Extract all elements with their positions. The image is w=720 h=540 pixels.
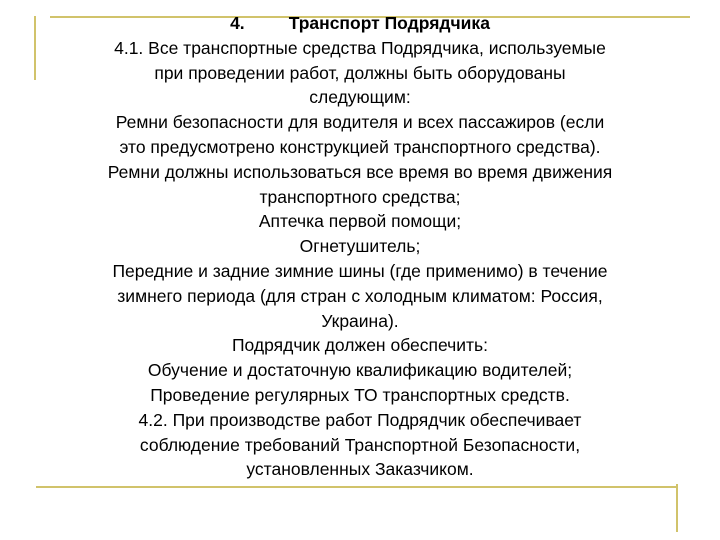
text-line: при проведении работ, должны быть оборудованы — [154, 62, 566, 83]
section-title: Транспорт Подрядчика — [288, 13, 490, 33]
text-line: Аптечка первой помощи; — [258, 211, 462, 232]
document-body — [40, 11, 680, 482]
text-line: Украина). — [321, 310, 399, 331]
text-line: Ремни должны использоваться все время во время движения — [107, 161, 613, 182]
text-line: 4.1. Все транспортные средства Подрядчика, используемые — [114, 37, 606, 58]
text-line: Ремни безопасности для водителя и всех пассажиров (если — [115, 112, 605, 133]
text-line: Огнетушитель; — [299, 236, 421, 257]
text-line: Проведение регулярных ТО транспортных средств. — [150, 384, 570, 405]
text-line: это предусмотрено конструкцией транспортного средства). — [119, 136, 601, 157]
bottom-divider — [36, 486, 676, 488]
text-line: транспортного средства; — [259, 186, 461, 207]
text-line: Подрядчик должен обеспечить: — [231, 335, 489, 356]
section-heading — [40, 11, 680, 36]
right-accent-line — [676, 484, 678, 532]
text-line: Передние и задние зимние шины (где применимо) в течение — [112, 260, 608, 281]
text-line: установленных Заказчиком. — [246, 459, 474, 480]
text-line: соблюдение требований Транспортной Безопасности, — [139, 434, 581, 455]
text-line: Обучение и достаточную квалификацию водителей; — [147, 360, 573, 381]
left-accent-line — [34, 16, 36, 80]
text-line: зимнего периода (для стран с холодным климатом: Россия, — [117, 285, 603, 306]
section-number: 4. — [230, 13, 245, 33]
text-line: следующим: — [309, 87, 411, 108]
text-line: 4.2. При производстве работ Подрядчик обеспечивает — [138, 409, 582, 430]
